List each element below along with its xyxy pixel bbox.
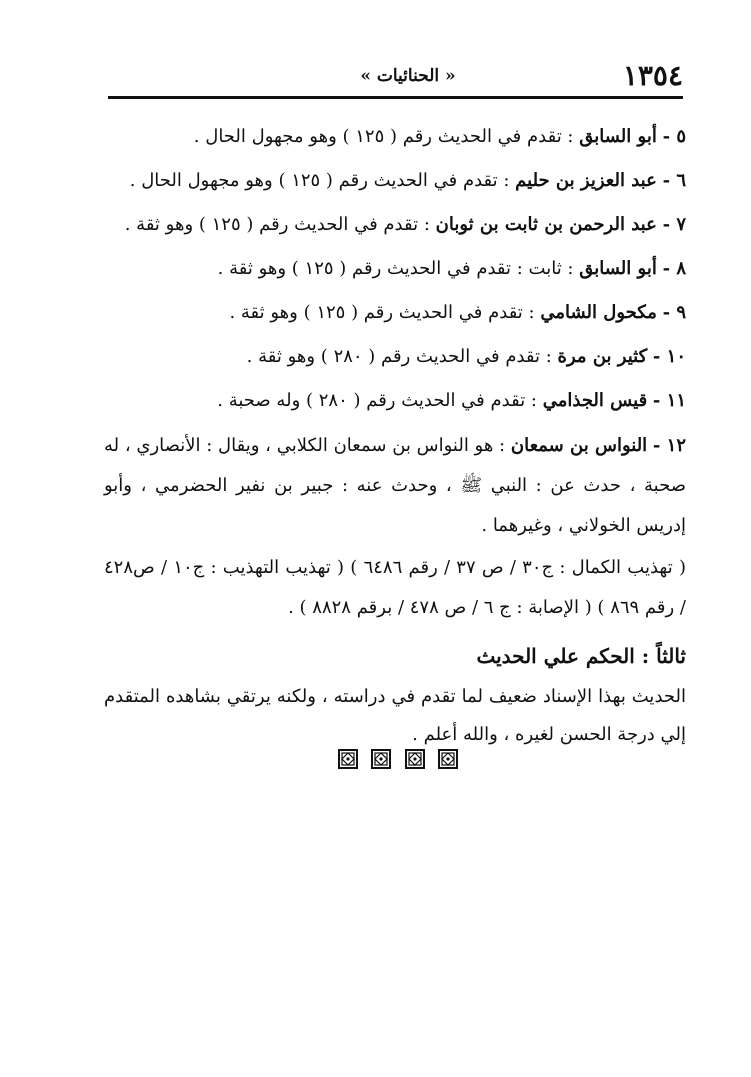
section-heading: ثالثاً : الحكم علي الحديث: [476, 644, 686, 668]
narrator-name: أبو السابق: [579, 126, 657, 147]
narrator-description: : تقدم في الحديث رقم ( ١٢٥ ) وهو ثقة .: [124, 214, 436, 235]
end-ornaments: [338, 749, 458, 771]
entry-number: ٧ -: [662, 214, 686, 235]
entry-number: ٥ -: [662, 126, 686, 147]
knot-ornament-icon: [371, 749, 391, 769]
narrator-description: : هو النواس بن سمعان الكلابي ، ويقال : الأنصاري ، له صحبة ، حدث عن : النبي ﷺ ، وحدث عنه : جبير بن نفير الحضرمي ، وأبو إدريس الخولاني ، وغيرهما .: [104, 435, 686, 536]
references-citation: ( تهذيب الكمال : ج٣٠ / ص ٣٧ / رقم ٦٤٨٦ ) ( تهذيب التهذيب : ج١٠ / ص٤٢٨ / رقم ٨٦٩ ) ( الإصابة : ج ٦ / ص ٤٧٨ / برقم ٨٨٢٨ ) .: [104, 557, 686, 618]
page-number: ١٣٥٤: [622, 59, 683, 92]
entry-number: ٩ -: [662, 302, 686, 323]
entry-number: ١١ -: [652, 390, 686, 411]
narrator-entry-8: [104, 250, 686, 288]
narrator-description: : تقدم في الحديث رقم ( ١٢٥ ) وهو ثقة .: [229, 302, 541, 323]
narrator-name: قيس الجذامي: [542, 390, 648, 411]
knot-ornament-icon: [405, 749, 425, 769]
narrator-entry-9: [104, 294, 686, 332]
narrator-entry-5: [104, 118, 686, 156]
narrator-name: أبو السابق: [579, 258, 657, 279]
narrator-description: : تقدم في الحديث رقم ( ٢٨٠ ) وهو ثقة .: [246, 346, 558, 367]
narrator-name: النواس بن سمعان: [510, 435, 648, 456]
narrator-name: عبد الرحمن بن ثابت بن ثوبان: [435, 214, 657, 235]
narrator-entry-10: [104, 338, 686, 376]
narrator-entry-11: [104, 382, 686, 420]
header-rule: [108, 96, 683, 99]
main-content: [104, 118, 686, 754]
knot-ornament-icon: [338, 749, 358, 769]
narrator-name: مكحول الشامي: [540, 302, 657, 323]
conclusion-paragraph: الحديث بهذا الإسناد ضعيف لما تقدم في دراسته ، ولكنه يرتقي بشاهده المتقدم إلي درجة الحسن لغيره ، والله أعلم .: [104, 686, 686, 745]
page-header: [108, 58, 683, 98]
entry-number: ١٠ -: [652, 346, 686, 367]
entry-number: ١٢ -: [652, 435, 687, 456]
narrator-entry-7: [104, 206, 686, 244]
narrator-entry-12: [104, 426, 686, 546]
narrator-name: كثير بن مرة: [557, 346, 648, 367]
narrator-entry-6: [104, 162, 686, 200]
narrator-description: : تقدم في الحديث رقم ( ٢٨٠ ) وله صحبة .: [217, 390, 543, 411]
narrator-description: : تقدم في الحديث رقم ( ١٢٥ ) وهو مجهول الحال .: [129, 170, 516, 191]
knot-ornament-icon: [438, 749, 458, 769]
narrator-description: : ثابت : تقدم في الحديث رقم ( ١٢٥ ) وهو ثقة .: [217, 258, 580, 279]
narrator-name: عبد العزيز بن حليم: [515, 170, 657, 191]
narrator-description: : تقدم في الحديث رقم ( ١٢٥ ) وهو مجهول الحال .: [193, 126, 580, 147]
running-title: « الحنائيات »: [360, 66, 456, 86]
entry-number: ٦ -: [662, 170, 686, 191]
entry-number: ٨ -: [662, 258, 686, 279]
